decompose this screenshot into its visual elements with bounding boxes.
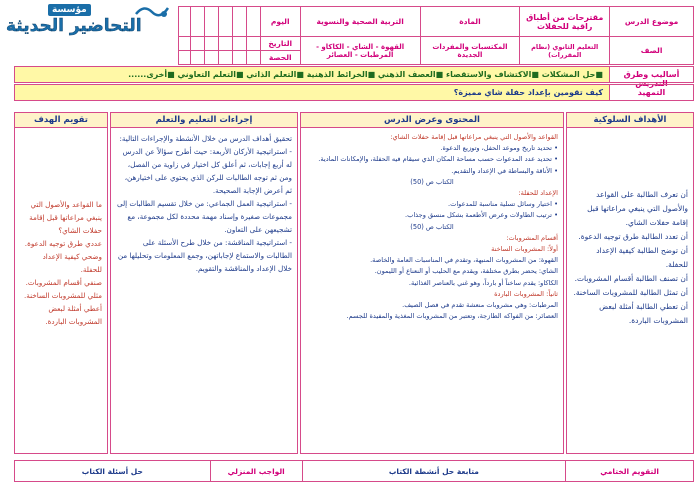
- evaluation-column: [14, 112, 108, 454]
- final-eval-label: التقويم الختامي: [566, 461, 694, 482]
- class-label: الصف: [610, 37, 694, 65]
- period-cell: [191, 51, 205, 65]
- objectives-title: الأهداف السلوكية: [567, 113, 693, 128]
- subject-label: المادة: [420, 7, 520, 37]
- evaluation-line: وضحي كيفية الإعداد للحفلة.: [42, 252, 102, 274]
- day-cell: [191, 7, 205, 37]
- period-cell: [205, 51, 219, 65]
- homework-label: الواجب المنزلي: [210, 461, 302, 482]
- objective-line: أن تعطي الطالبة أمثلة لبعض المشروبات الباردة.: [599, 302, 688, 325]
- period-cell: [218, 51, 232, 65]
- procedure-line: - استراتيجية المناقشة: من خلال طرح الأسئلة على الطالبات والاستماع لإجاباتهن، وجمع المعلومات وتحليلها من خلال الإعداد والمناقشة والتقويم.: [117, 238, 292, 273]
- terms-value: القهوة - الشاي - الكاكاو - المرطبات - العصائر: [300, 37, 420, 65]
- intro-label: التمهيد: [609, 85, 693, 100]
- content-line: الكاكاو: يقدم ساخناً أو بارداً، وهو غني بالعناصر الغذائية.: [408, 278, 558, 287]
- content-line: الكتاب ص (50): [410, 177, 454, 186]
- period-label: الحصة: [260, 51, 300, 65]
- procedure-line: تحقيق أهداف الدرس من خلال الأنشطة والإجراءات التالية:: [119, 134, 292, 143]
- methods-label: أساليب وطرق التدريس: [609, 67, 693, 82]
- objectives-body: [567, 128, 693, 332]
- content-line: العصائر: من الفواكه الطازجة، وتعتبر من المشروبات المغذية والمفيدة للجسم.: [346, 312, 558, 321]
- day-cell: [205, 7, 219, 37]
- content-line: القواعد والأصول التي ينبغي مراعاتها قبل إقامة حفلات الشاي:: [390, 133, 558, 141]
- period-cell: [232, 51, 246, 65]
- date-cell: [218, 37, 232, 51]
- content-line: • تحديد تاريخ وموعد الحفل، وتوزيع الدعوة.: [440, 144, 558, 153]
- period-cell: [179, 51, 191, 65]
- teaching-methods-row: [14, 66, 694, 88]
- content-line: • تحديد عدد المدعوات حسب مساحة المكان الذي سيقام فيه الحفلة، والإمكانات المادية.: [318, 155, 558, 164]
- objective-line: أن تعرف الطالبة على القواعد والأصول التي ينبغي مراعاتها قبل إقامة حفلات الشاي.: [587, 190, 688, 227]
- content-line: المرطبات: وهي مشروبات منعشة تقدم في فصل الصيف.: [402, 301, 558, 310]
- date-cell: [205, 37, 219, 51]
- content-title: المحتوى وعرض الدرس: [301, 113, 563, 128]
- evaluation-line: ما القواعد والأصول التي ينبغي مراعاتها قبل إقامة حفلات الشاي؟: [29, 200, 102, 235]
- methods-value: ■حل المشكلات ■الاكتشاف والاستقصاء ■العصف الذهني ■الخرائط الذهنية ■التعلم الذاتي ■التعلم التعاوني ■أخرى......: [15, 67, 609, 82]
- evaluation-title: تقويم الهدف: [15, 113, 107, 128]
- intro-value: كيف تقومين بإعداد حفلة شاي مميزة؟: [15, 85, 609, 100]
- date-cell: [246, 37, 260, 51]
- topic-value: مقترحات من أطباق راقية للحفلات: [520, 7, 610, 37]
- procedures-title: إجراءات التعليم والتعلم: [111, 113, 297, 128]
- objective-line: أن تمثل الطالبة للمشروبات الساخنة.: [573, 288, 688, 297]
- final-eval-value: متابعة حل أنشطة الكتاب: [302, 461, 566, 482]
- period-cell: [246, 51, 260, 65]
- evaluation-line: عددي طرق توجيه الدعوة.: [24, 239, 102, 248]
- lesson-header-table: [178, 6, 694, 65]
- content-line: ثانياً: المشروبات الباردة: [494, 289, 558, 298]
- content-line: • اختيار وسائل تسلية مناسبة للمدعوات.: [448, 200, 558, 209]
- topic-label: موضوع الدرس: [610, 7, 694, 37]
- logo-top-text: مؤسسة: [48, 4, 91, 16]
- objective-line: أن توضح الطالبة كيفية الإعداد للحفلة.: [596, 246, 688, 269]
- content-line: أولاً: المشروبات الساخنة: [491, 245, 558, 254]
- day-cell: [179, 7, 191, 37]
- objective-line: أن تصنف الطالبة أقسام المشروبات.: [574, 274, 688, 283]
- evaluation-line: صنفي أقسام المشروبات.: [25, 278, 102, 287]
- procedures-body: [111, 128, 297, 279]
- class-value: التعليم الثانوي (نظام المقررات): [520, 37, 610, 65]
- content-line: • ترتيب الطاولات وعرض الأطعمة بشكل منسق وجذاب.: [405, 211, 558, 220]
- terms-label: المكتسبات والمفردات الجديدة: [420, 37, 520, 65]
- subject-value: التربية الصحية والنسوية: [300, 7, 420, 37]
- procedures-column: [110, 112, 298, 454]
- objective-line: أن تعدد الطالبة طرق توجيه الدعوة.: [578, 232, 688, 241]
- day-cell: [218, 7, 232, 37]
- date-label: التاريخ: [260, 37, 300, 51]
- logo-main-text: التحاضير الحديثة: [6, 16, 142, 36]
- procedure-line: - استراتيجية الأركان الأربعة: حيث أطرح سؤالاً عن الدرس له أربع إجابات، ثم أعلق كل اختيار في زاوية من الفصل، ومن ثم توجه الطالبات للركن الذي يحتوي على اختيارهن، ثم أعرض الإجابة الصحيحة.: [122, 147, 292, 195]
- footer-table: [14, 460, 694, 482]
- day-label: اليوم: [260, 7, 300, 37]
- objectives-column: [566, 112, 694, 454]
- date-cell: [232, 37, 246, 51]
- day-cell: [232, 7, 246, 37]
- content-body: [301, 128, 563, 326]
- content-line: أقسام المشروبات:: [506, 233, 558, 242]
- day-cell: [246, 7, 260, 37]
- content-line: الإعداد للحفلة:: [518, 189, 558, 198]
- site-logo: [4, 2, 172, 42]
- date-cell: [179, 37, 191, 51]
- content-line: • الأناقة والبساطة في الإعداد والتقديم.: [451, 166, 558, 175]
- content-line: القهوة: من المشروبات المنبهة، وتقدم في المناسبات العامة والخاصة.: [370, 256, 558, 265]
- date-cell: [191, 37, 205, 51]
- evaluation-line: أعطي أمثلة لبعض المشروبات الباردة.: [45, 304, 102, 326]
- evaluation-line: مثلي للمشروبات الساخنة.: [23, 291, 102, 300]
- content-column: [300, 112, 564, 454]
- homework-value: حل أسئلة الكتاب: [15, 461, 211, 482]
- intro-row: [14, 84, 694, 101]
- evaluation-body: [15, 128, 107, 332]
- procedure-line: - استراتيجية العمل الجماعي: من خلال تقسيم الطالبات إلى مجموعات صغيرة وإسناد مهمة محددة لكل مجموعة، مع تشجيعهن على التعاون.: [116, 199, 292, 234]
- content-line: الكتاب ص (50): [410, 222, 454, 231]
- content-line: الشاي: يحضر بطرق مختلفة، ويقدم مع الحليب أو النعناع أو الليمون.: [374, 267, 558, 276]
